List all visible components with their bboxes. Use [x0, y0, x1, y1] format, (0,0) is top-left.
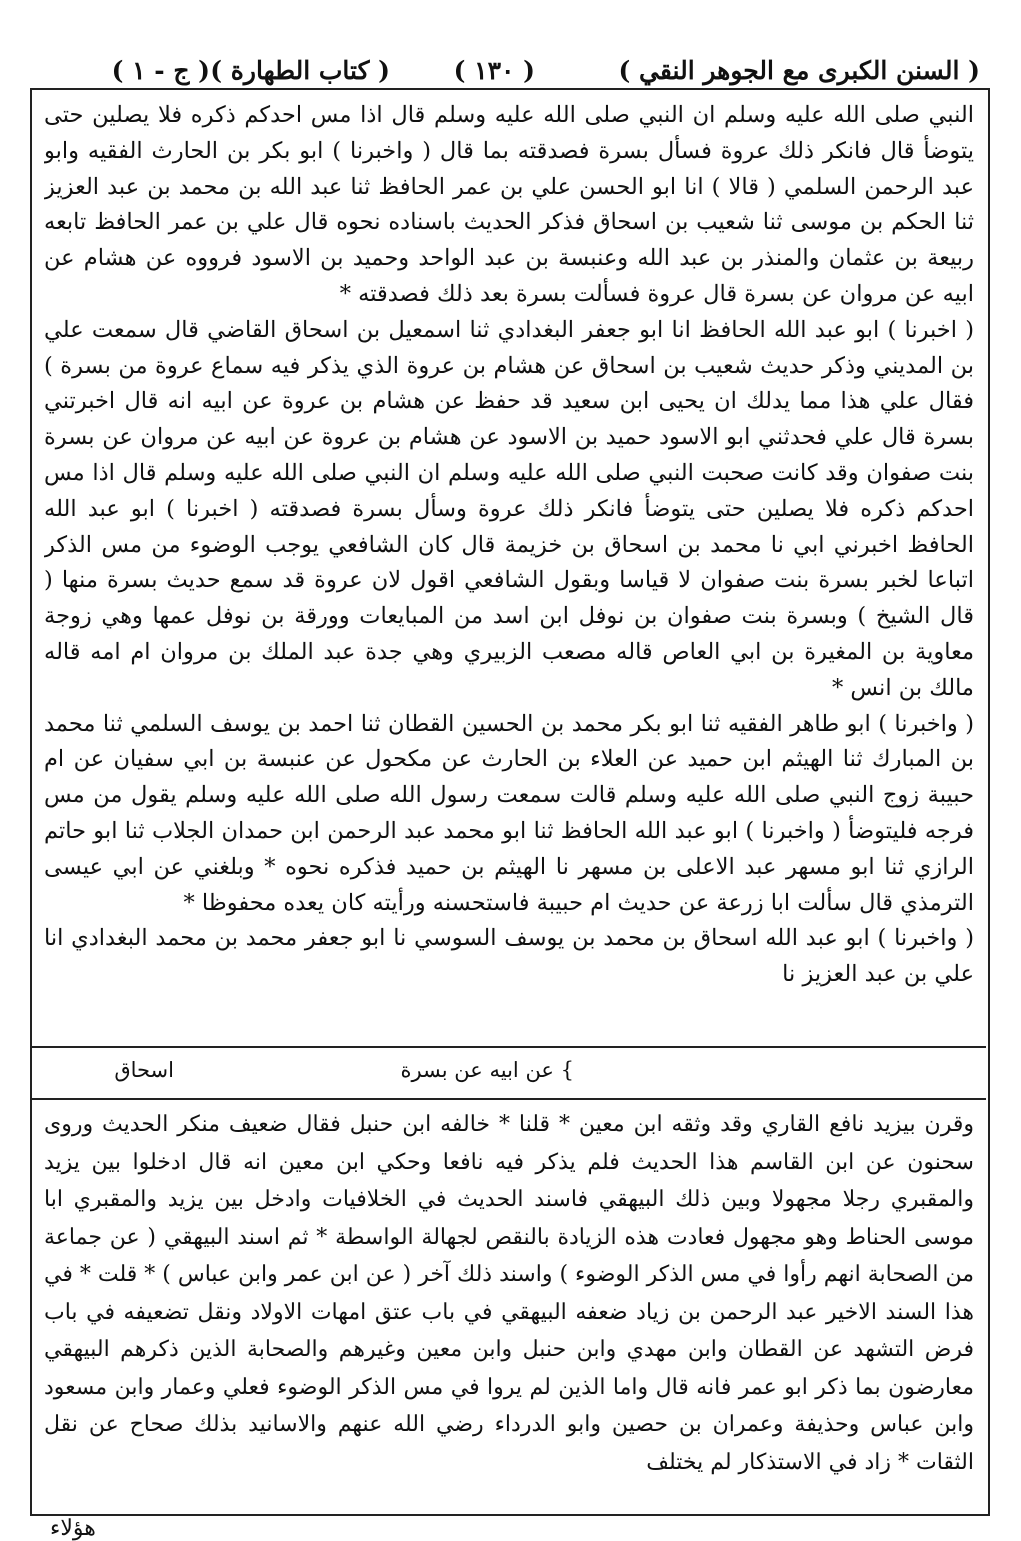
variant-notes: [44, 1058, 974, 1094]
variant-note: } عن ابيه عن بسرة: [400, 1058, 574, 1082]
main-paragraph: ( اخبرنا ) ابو عبد الله الحافظ انا ابو جعفر البغدادي ثنا اسمعيل بن اسحاق القاضي قال سمعت علي بن المديني وذكر حديث شعيب بن اسحاق عن هشام بن عروة الذي يذكر فيه سماع عروة من بسرة ) فقال علي هذا مما يدلك ان يحيى ابن سعيد قد حفظ عن هشام بن عروة عن ابيه انه قال اخبرتني بسرة قال علي فحدثني ابو الاسود حميد بن الاسود عن هشام بن عروة عن ابيه عن مروان عن بسرة بنت صفوان وقد كانت صحبت النبي صلى الله عليه وسلم ان النبي صلى الله عليه وسلم قال اذا مس احدكم ذكره فلا يصلين حتى يتوضأ فانكر ذلك عروة وسأل بسرة فصدقته ( اخبرنا ) ابو عبد الله الحافظ اخبرني ابي نا محمد بن اسحاق بن خزيمة قال كان الشافعي يوجب الوضوء من مس الذكر اتباعا لخبر بسرة بنت صفوان لا قياسا وبقول الشافعي اقول لان عروة قد سمع حديث بسرة منها ( قال الشيخ ) وبسرة بنت صفوان بن نوفل ابن اسد من المبايعات وورقة بن نوفل عمها وهي زوجة معاوية بن المغيرة بن ابي العاص قاله مصعب الزبيري وهي جدة عبد الملك بن مروان ام امه قاله مالك بن انس *: [44, 316, 974, 701]
catchword: هؤلاء: [50, 1516, 96, 1541]
divider-rule: [30, 1046, 986, 1048]
divider-rule: [30, 1098, 986, 1100]
volume-number: ( ج - ١ ): [111, 56, 210, 85]
chapter-title: ( كتاب الطهارة ): [210, 56, 390, 85]
commentary-text: وقرن بيزيد نافع القاري وقد وثقه ابن معين * قلنا * خالفه ابن حنبل فقال ضعيف منكر الحديث وروى سحنون عن ابن القاسم هذا الحديث فلم يذكر فيه نافعا وحكي ابن معين انه قال ادخلوا بين يزيد والمقبري رجلا مجهولا وبين ذلك البيهقي فاسند الحديث في الخلافيات وادخل بين يزيد والمقبري ابا موسى الحناط وهو مجهول فعادت هذه الزيادة بالنقص لجهالة الواسطة * ثم اسند البيهقي ( عن جماعة من الصحابة انهم رأوا في مس الذكر الوضوء ) واسند ذلك آخر ( عن ابن عمر وابن عباس ) * قلت * في هذا السند الاخير عبد الرحمن بن زياد ضعفه البيهقي في باب عتق امهات الاولاد ونقل تضعيفه في باب فرض التشهد عن القطان وابن مهدي وابن حنبل وابن معين وغيرهم والصحابة الذين ذكرهم البيهقي معارضون بما ذكر ابو عمر فانه قال واما الذين لم يروا في مس الذكر الوضوء فعلي وعمار وابن مسعود وابن عباس وحذيفة وعمران بن حصين وابو الدرداء رضي الله عنهم والاسانيد بذلك صحاح عن نقل الثقات * زاد في الاستذكار لم يختلف: [44, 1112, 974, 1475]
main-paragraph: ( واخبرنا ) ابو طاهر الفقيه ثنا ابو بكر محمد بن الحسين القطان ثنا احمد بن يوسف السلمي ثنا محمد بن المبارك ثنا الهيثم ابن حميد عن العلاء بن الحارث عن مكحول عن عنبسة بن ابي سفيان عن ام حبيبة زوج النبي صلى الله عليه وسلم قالت سمعت رسول الله صلى الله عليه وسلم يقول من مس فرجه فليتوضأ ( واخبرنا ) ابو عبد الله الحافظ ثنا ابو محمد عبد الرحمن ابن حمدان الجلاب ثنا ابو حاتم الرازي ثنا ابو مسهر عبد الاعلى بن مسهر نا الهيثم بن حميد فذكره نحوه * وبلغني عن ابي عيسى الترمذي قال سألت ابا زرعة عن حديث ام حبيبة فاستحسنه ورأيته كان يعده محفوظا *: [44, 710, 974, 916]
main-text: [44, 98, 974, 1044]
main-paragraph: النبي صلى الله عليه وسلم ان النبي صلى الله عليه وسلم قال اذا مس احدكم ذكره فلا يصلين حتى يتوضأ قال فانكر ذلك عروة فسأل بسرة فصدقته بما قال ( واخبرنا ) ابو بكر بن الحارث الفقيه وابو عبد الرحمن السلمي ( قالا ) انا ابو الحسن علي بن عمر الحافظ ثنا عبد الله بن محمد بن عبد العزيز ثنا الحكم بن موسى ثنا شعيب بن اسحاق فذكر الحديث باسناده نحوه قال علي بن عمر الحافظ تابعه ربيعة بن عثمان والمنذر بن عبد الله وعنبسة بن عبد الواحد وحميد بن الاسود فرووه عن هشام عن ابيه عن مروان عن بسرة قال عروة فسألت بسرة بعد ذلك فصدقته *: [44, 102, 974, 307]
page-number: ( ١٣٠ ): [453, 56, 535, 85]
book-title: ( السنن الكبرى مع الجوهر النقي ): [618, 56, 980, 85]
variant-note: اسحاق: [114, 1058, 174, 1082]
main-paragraph: ( واخبرنا ) ابو عبد الله اسحاق بن محمد بن يوسف السوسي نا ابو جعفر محمد بن محمد البغدادي انا علي بن عبد العزيز نا: [44, 925, 974, 988]
